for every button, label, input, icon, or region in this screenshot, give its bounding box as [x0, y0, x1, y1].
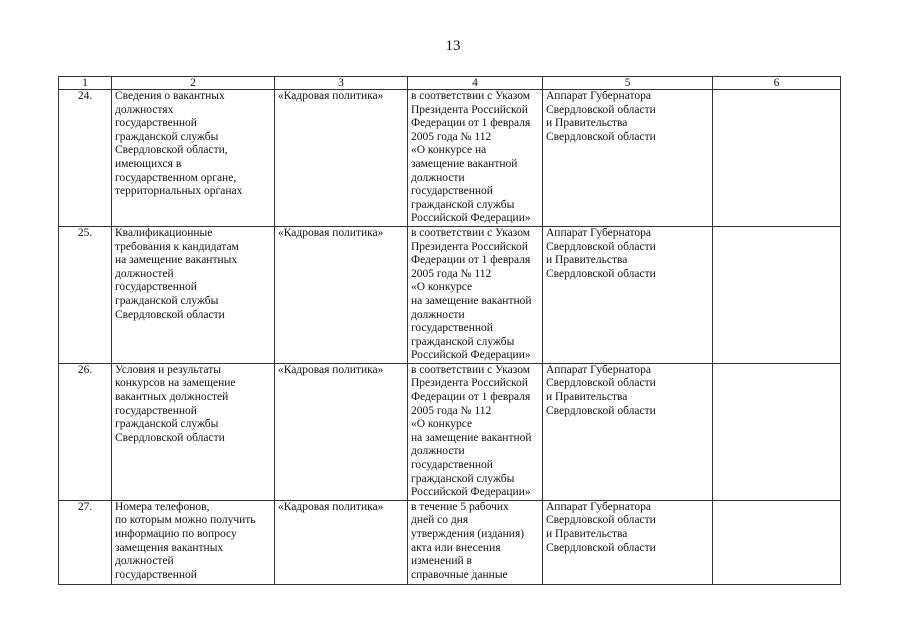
responsible-cell: Аппарат Губернатора Свердловской области и Правительства Свердловской области	[543, 500, 713, 584]
data-table	[58, 76, 841, 585]
row-number: 27.	[59, 500, 112, 584]
row-number: 26.	[59, 363, 112, 500]
column-header: 6	[713, 77, 841, 90]
section-cell: «Кадровая политика»	[275, 500, 408, 584]
row-number: 25.	[59, 226, 112, 363]
responsible-cell: Аппарат Губернатора Свердловской области и Правительства Свердловской области	[543, 226, 713, 363]
column-header: 3	[275, 77, 408, 90]
responsible-cell: Аппарат Губернатора Свердловской области и Правительства Свердловской области	[543, 363, 713, 500]
responsible-cell: Аппарат Губернатора Свердловской области и Правительства Свердловской области	[543, 90, 713, 227]
note-cell	[713, 500, 841, 584]
table-row	[59, 90, 841, 227]
table-header-row	[59, 77, 841, 90]
column-header: 5	[543, 77, 713, 90]
basis-cell: в соответствии с Указом Президента Российской Федерации от 1 февраля 2005 года № 112 «О конкурсе на замещение вакантной должности государственной гражданской службы Российской Федерации»	[408, 90, 543, 227]
column-header: 4	[408, 77, 543, 90]
section-cell: «Кадровая политика»	[275, 90, 408, 227]
section-cell: «Кадровая политика»	[275, 363, 408, 500]
note-cell	[713, 226, 841, 363]
table-row	[59, 363, 841, 500]
info-name-cell: Квалификационные требования к кандидатам на замещение вакантных должностей государственной гражданской службы Свердловской области	[112, 226, 275, 363]
row-number: 24.	[59, 90, 112, 227]
basis-cell: в соответствии с Указом Президента Российской Федерации от 1 февраля 2005 года № 112 «О конкурсе на замещение вакантной должности государственной гражданской службы Российской Федерации»	[408, 226, 543, 363]
section-cell: «Кадровая политика»	[275, 226, 408, 363]
column-header: 2	[112, 77, 275, 90]
info-name-cell: Условия и результаты конкурсов на замещение вакантных должностей государственной гражданской службы Свердловской области	[112, 363, 275, 500]
info-name-cell: Номера телефонов, по которым можно получить информацию по вопросу замещения вакантных должностей государственной	[112, 500, 275, 584]
column-header: 1	[59, 77, 112, 90]
note-cell	[713, 90, 841, 227]
table-row	[59, 226, 841, 363]
note-cell	[713, 363, 841, 500]
page-number: 13	[445, 38, 461, 54]
basis-cell: в течение 5 рабочих дней со дня утверждения (издания) акта или внесения изменений в справочные данные	[408, 500, 543, 584]
table-row	[59, 500, 841, 584]
basis-cell: в соответствии с Указом Президента Российской Федерации от 1 февраля 2005 года № 112 «О конкурсе на замещение вакантной должности государственной гражданской службы Российской Федерации»	[408, 363, 543, 500]
info-name-cell: Сведения о вакантных должностях государственной гражданской службы Свердловской области, имеющихся в государственном органе, территориальных органах	[112, 90, 275, 227]
